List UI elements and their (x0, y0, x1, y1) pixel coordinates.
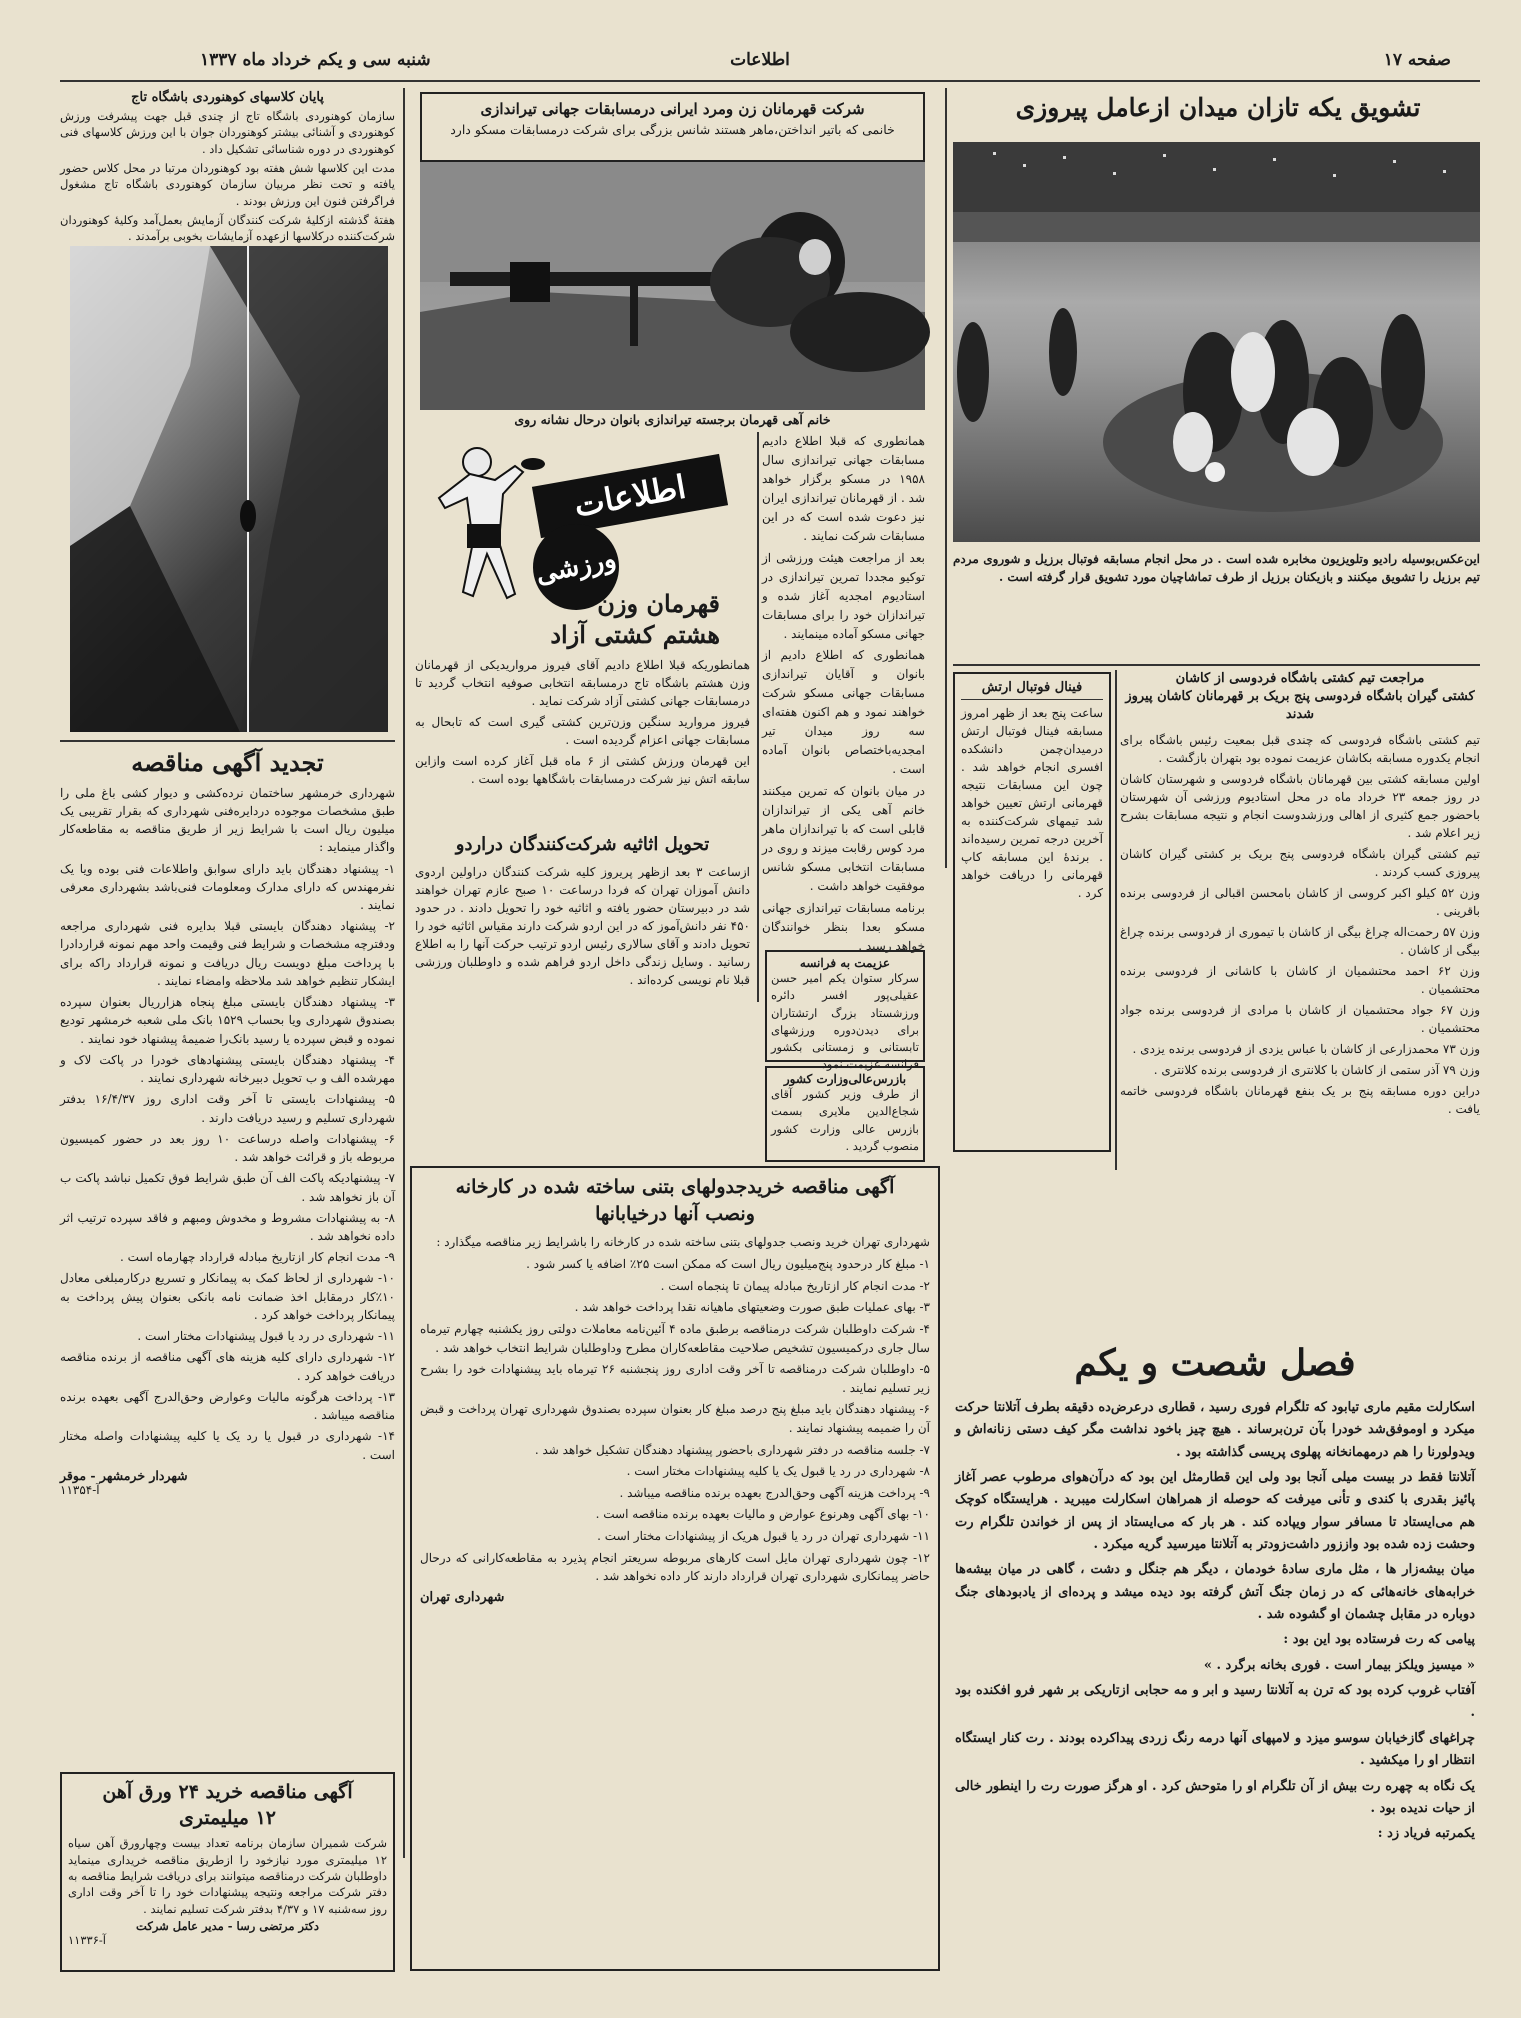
shooting-subhead: خانمی که باتیر انداختن‌،ماهر هستند شانس بزرگی برای شرکت درمسابقات مسکو دارد (450, 121, 895, 137)
iron-sheets-ad (60, 1772, 395, 1972)
army-football-title: فینال فوتبال ارتش (961, 680, 1103, 700)
novel-paragraph: پیامی که رت فرستاده بود این بود : (1283, 1632, 1475, 1648)
furniture-body: ازساعت ۳ بعد ازظهر پریروز کلیه شرکت کنندگان دراولین اردوی دانش آموزان تهران که فردا درساعت ۱۰ صبح عازم تهران خواهند شد در دبیرستان حضور یافته و اثاثیه خود را تحویل دادند . در حدود ۴۵۰ نفر دانش‌آموز که در این اردو شرکت دارند مقیاس اثاثیه خود را تحویل دادند و آقای سالاری رئیس اردو ترتیب حرکت آنها را به اطلاع رسانید . وسایل زندگی داخل اردو فراهم شده و داوطلبان ورزشی قبلا نام نویسی کرده‌اند . (415, 865, 750, 988)
section-rule (953, 664, 1480, 666)
mountaineering-photo (70, 246, 388, 732)
football-headline: تشویق یکه تازان میدان ازعامل پیروزی (1015, 93, 1421, 122)
travel-box (765, 950, 925, 1072)
cliff-scene (70, 246, 388, 732)
mountaineering-paragraph: سازمان کوهنوردی باشگاه تاج از چندی قبل جهت پیشرفت ورزش کوهنوردی و آشنائی بیشتر کوهنوردان جوان با این ورزش کلاسهای فنی کوهنوردی در دوره شناسائی تشکیل داد . (60, 109, 395, 156)
pipes-tender-item: ۱۰- بهای آگهی وهرنوع عوارض و مالیات بعهده برنده مناقصه است . (595, 1507, 930, 1522)
tender-clause: ۶- پیشنهادات واصله درساعت ۱۰ روز بعد در حضور کمیسیون مربوطه باز و قرائت خواهد شد . (60, 1131, 395, 1165)
logo-text-main: اطلاعات (571, 467, 689, 525)
shooting-headline: شرکت قهرمانان زن ومرد ایرانی درمسابقات جهانی تیراندازی (480, 100, 865, 118)
shooting-paragraph: همانطوری که اطلاع دادیم از بانوان و آقایان تیراندازی مسابقات جهانی مسکو شرکت خواهند نمود و هم اکنون هفته‌ای سه روز میدان تیر امجدیه‌باختصاص بانوان آماده است . (762, 648, 925, 777)
novel-paragraph: یک نگاه به چهره رت بیش از آن تلگرام او را متوحش کرد . او هرگز صورت رت را اینطور خالی از حیات ندیده بود . (955, 1778, 1475, 1816)
masthead-rule (60, 80, 1480, 82)
shooter-figure (420, 162, 925, 410)
novel-paragraph: یکمرتبه فریاد زد : (1377, 1826, 1475, 1842)
pipes-tender-item: ۶- پیشنهاد دهندگان باید مبلغ پنج درصد مبلغ کار بعنوان سپرده بصندوق شهرداری تهران پرداخت و قبض آن را ضمیمه پیشنهاد نمایند . (420, 1402, 930, 1435)
wrestling-paragraph: فیروز مروارید سنگین وزن‌ترین کشتی گیری است که تابحال به مسابقات جهانی اعزام گردیده است . (415, 715, 750, 748)
travel-title: عزیمت به فرانسه (799, 956, 891, 970)
tender-clause: ۱۳- پرداخت هرگونه مالیات وعوارض وحق‌الدرج آگهی بعهده برنده مناقصه میباشد . (60, 1389, 395, 1423)
ministry-title: بازرس‌عالی‌وزارت کشور (783, 1072, 907, 1086)
pipes-tender-title-2: ونصب آنها درخیابانها (595, 1202, 755, 1225)
wrestling-title-2: هشتم کشتی آزاد (550, 620, 720, 650)
travel-body: سرکار ستوان یکم امیر حسن عقیلی‌پور افسر دائره ورزشستاد بزرگ ارتشتاران برای دیدن‌دوره ورزشهای تابستانی و زمستانی بکشور فرانسه عزیمت نمود . (771, 971, 919, 1072)
kashan-paragraph: دراین دوره مسابقه پنج بر یک بنفع قهرمانان باشگاه فردوسی خاتمه یافت . (1120, 1083, 1480, 1116)
tender-renewal-code: آ-۱۱۳۵۴ (60, 1482, 100, 1497)
kashan-paragraph: وزن ۷۳ محمدزارعی از کاشان با عباس یزدی از فردوسی برنده یزدی . (1132, 1041, 1480, 1056)
pipes-tender-intro: شهرداری تهران خرید ونصب جدولهای بتنی ساخته شده در کارخانه را باشرایط زیر مناقصه میگذارد : (436, 1235, 930, 1250)
newspaper-name: اطلاعات (730, 50, 790, 70)
shooting-paragraph: در میان بانوان که تمرین میکنند خانم آهی یکی از تیراندازان قابلی است که با تیراندازان ماهر مرد کوس رقابت میزند و روی در مسابقات انتخابی مسکو شانس موفقیت خواهد داشت . (762, 784, 925, 893)
tender-clause: ۹- مدت انجام کار ازتاریخ مبادله قرارداد چهارماه است . (120, 1250, 395, 1265)
wrestling-article (415, 588, 750, 818)
logo-text-sports: ورزشی (533, 543, 619, 591)
wrestling-title-1: قهرمان وزن (597, 589, 720, 618)
football-caption: این‌عکس‌بوسیله رادیو وتلویزیون مخابره شده است . در محل انجام مسابقه فوتبال برزیل و شوروی مردم تیم برزیل را تشویق میکنند و بازیکنان برزیل از طرف تماشاچیان مورد تشویق قرار گرفته است . (953, 552, 1480, 584)
shooting-header-box (420, 92, 925, 162)
army-football-body: ساعت پنج بعد از ظهر امروز مسابقه فینال فوتبال ارتش درمیدان‌چمن دانشکده افسری انجام خواهد شد . چون این مسابقات نتیجه قهرمانی ارتش تعیین خواهد شد تیمهای شرکت‌کننده به آخرین درجه تمرین رسیده‌اند . برندهٔ این مسابقه کاپ قهرمانی را دریافت خواهد کرد . (961, 706, 1103, 900)
mountaineering-article (60, 90, 395, 244)
tender-renewal-signature: شهردار خرمشهر - موقر (60, 1467, 188, 1483)
issue-date: شنبه سی و یکم خرداد ماه ۱۳۳۷ (200, 50, 431, 70)
pipes-tender-item: ۹- پرداخت هزینه آگهی وحق‌الدرج بعهده برنده مناقصه میباشد . (619, 1485, 930, 1500)
kashan-paragraph: وزن ۵۷ رحمت‌اله چراغ بیگی از کاشان با تیموری از فردوسی برنده چراغ بیگی از کاشان . (1120, 924, 1481, 957)
tender-clause: ۳- پیشنهاد دهندگان بایستی مبلغ پنجاه هزارریال بعنوان سپرده بصندوق شهرداری ویا بحساب ۱۵۲۹ بانک ملی شعبه خرمشهر تودیع نموده و قبض سپرده یا رسید بانک‌را ضمیمهٔ پیشنهاد خود نمایند . (60, 995, 395, 1046)
furniture-article (415, 832, 750, 1162)
ministry-body: از طرف وزیر کشور آقای شجاع‌الدین ملایری بسمت بازرس عالی وزارت کشور منصوب گردید . (771, 1087, 919, 1153)
kashan-paragraph: وزن ۷۹ آذر ستمی از کاشان با کلانتری از فردوسی برنده کلانتری . (1153, 1062, 1480, 1077)
kashan-paragraph: اولین مسابقه کشتی بین قهرمانان باشگاه فردوسی و شهرستان کاشان در روز جمعه ۲۳ خرداد ماه در محل استادیوم ورزشی آن شهرستان باحضور جمع کثیری از اهالی ورزشدوست انجام و نتیجه مسابقات بشرح زیر اعلام شد . (1120, 771, 1481, 840)
pipes-tender-title-1: آگهی مناقصه خریدجدولهای بتنی ساخته شده در کارخانه (455, 1176, 895, 1198)
shooting-photo (420, 162, 925, 410)
tender-clause: ۱۱- شهرداری در رد یا قبول پیشنهادات مختار است . (137, 1329, 395, 1344)
pipes-tender-item: ۱۱- شهرداری تهران در رد یا قبول هریک از پیشنهادات مختار است . (597, 1528, 930, 1543)
tender-clause: شهرداری خرمشهر ساختمان نرده‌کشی و دیوار کشی باغ ملی را طبق مشخصات موجوده دردایره‌فنی شهرداری که بقرار تقریبی یک میلیون ریال است با شرایط زیر از طریق مناقصه به مقاطعه‌کار واگذار مینماید : (60, 785, 395, 855)
tender-clause: ۱۰- شهرداری از لحاظ کمک به پیمانکار و تسریع درکارمبلغی معادل ۱۰٪کار درمقابل اخذ ضمانت نامه بانکی بعنوان پیش پرداخت به پیمانکار پرداخت خواهد کرد . (60, 1271, 395, 1322)
shooting-paragraph: همانطوری که قبلا اطلاع دادیم مسابقات جهانی تیراندازی سال ۱۹۵۸ در مسکو برگزار خواهد شد . از قهرمانان تیراندازی ایران نیز دعوت شده است که در این مسابقات شرکت نمایند . (762, 434, 925, 543)
kashan-paragraph: تیم کشتی گیران باشگاه فردوسی پنج بریک بر کشتی گیران کاشان پیروزی کسب کردند . (1120, 846, 1480, 879)
column-divider (1115, 670, 1117, 1170)
pipes-tender-item: ۱۲- چون شهرداری تهران مایل است کارهای مربوطه سریعتر انجام پذیرد به مقاطعه‌کارانی که درحال حاضر پیمانکاری شهرداری تهران قرارداد دارند کار داده نخواهد شد . (420, 1550, 930, 1584)
pipes-tender-item: ۸- شهرداری در رد یا قبول یک یا کلیه پیشنهادات مختار است . (626, 1464, 930, 1479)
page-number: صفحه ۱۷ (1383, 50, 1451, 70)
kashan-subtitle: کشتی گیران باشگاه فردوسی پنج بریک بر قهرمانان کاشان پیروز شدند (1125, 689, 1475, 723)
iron-sheets-title-2: ۱۲ میلیمتری (178, 1806, 277, 1829)
wrestling-paragraph: این قهرمان ورزش کشتی از ۶ ماه قبل آغاز کرده است وازاین سابقه اتش نیز شرکت درمسابقات باشگاهها بوده است . (415, 754, 750, 787)
tender-clause: ۲- پیشنهاد دهندگان بایستی قبلا بدایره فنی شهرداری مراجعه ودفترچه مشخصات و شرایط فنی وقیمت واحد مهم نمونه قراردادرا با پرداخت مبلغ دویست ریال دریافت و نمونه قرارداد راکه برای ایشکار تنظیم خواهد شد ملاحظه وامضاء نمایند . (60, 919, 395, 988)
mountaineering-title: پایان کلاسهای کوهنوردی باشگاه تاج (131, 90, 324, 105)
kashan-paragraph: تیم کشتی باشگاه فردوسی که چندی قبل بمعیت رئیس باشگاه برای انجام یکدوره مسابقه بکاشان عزیمت نموده بود بتهران بازگشت . (1120, 732, 1480, 765)
pipes-tender-item: ۲- مدت انجام کار ازتاریخ مبادله پیمان تا پنجماه است . (660, 1278, 930, 1293)
tender-clause: ۱- پیشنهاد دهندگان باید دارای سوابق واطلاعات فنی بوده ویا یک نفرمهندس که دارای مدارک ومعلومات فنی‌باشد بشهرداری معرفی نمایند . (60, 861, 395, 912)
tender-clause: ۸- به پیشنهادات مشروط و مخدوش ومبهم و فاقد سپرده ترتیب اثر داده نخواهد شد . (60, 1210, 395, 1243)
column-divider (403, 88, 405, 1858)
pipes-tender-ad (410, 1166, 940, 1971)
tender-renewal-ad (60, 746, 395, 1736)
novel-paragraph: آفتاب غروب کرده بود که ترن به آتلانتا رسید و ابر و مه حجابی ازتاریکی بر شهر فرو افکنده بود . (955, 1683, 1475, 1721)
kashan-paragraph: وزن ۶۲ احمد محتشمیان از کاشان با کاشانی از فردوسی برنده محتشمیان . (1120, 963, 1481, 996)
novel-chapter-title: فصل شصت و یکم (1074, 1342, 1356, 1384)
football-photo (953, 142, 1480, 542)
novel-paragraph: میان بیشه‌زار ها ، مثل ماری سادهٔ خودمان ، دیگر هم جنگل و دشت ، گاهی در میان بیشه‌ها خرابه‌های خانه‌هائی که در زمان جنگ آتش گرفته بود دیده میشد و پرده‌ای از یادبودهای جنگ دوباره در مقابل چشمان او گشوده شد . (955, 1562, 1475, 1623)
wrestling-paragraph: همانطوریکه قبلا اطلاع دادیم آقای فیروز مرواریدیکی از قهرمانان وزن هشتم باشگاه تاج درمسابقه انتخابی صوفیه انتخاب گردید تا درمسابقات جهانی کشتی آزاد شرکت نماید . (415, 658, 750, 709)
ministry-box (765, 1066, 925, 1162)
tender-clause: ۴- پیشنهاد دهندگان بایستی پیشنهادهای خودرا در پاکت لاک و مهرشده الف و ب تحویل دبیرخانه شهرداری نمایند . (60, 1052, 395, 1086)
novel-chapter (955, 1340, 1475, 1980)
column-divider (757, 432, 759, 1002)
tender-clause: ۱۴- شهرداری در قبول یا رد یک یا کلیه پیشنهادات واصله مختار است . (60, 1429, 395, 1462)
pipes-tender-signature: شهرداری تهران (420, 1589, 505, 1605)
shooting-paragraph: بعد از مراجعت هیئت ورزشی از توکیو مجددا تمرین تیراندازی در استادیوم امجدیه آغاز شده و تیراندازان خود را برای مسابقات جهانی مسکو آماده مینمایند . (762, 550, 925, 641)
novel-paragraph: آتلانتا فقط در بیست میلی آنجا بود ولی این قطارمثل این بود که درآن‌هوای مرطوب عصر آغاز پائیز بقدری با کندی و تأنی میرفت که حوصله از همراهان اسکارلت میبرید . هرایستگاه کوچک هم می‌ایستاد تا مسافر سوار ویپاده کند . هر بار که می‌ایستاد از پس از خواندن تلگرام رت وحشت زده شده بود واززور داشت‌زودتر به آتلانتا میرسید گریه میکرد . (955, 1469, 1475, 1552)
tender-clause: ۱۲- شهرداری دارای کلیه هزینه های آگهی مناقصه از برنده مناقصه دریافت خواهد کرد . (60, 1350, 395, 1383)
football-scene (953, 142, 1480, 542)
pipes-tender-item: ۱- مبلغ کار درحدود پنج‌میلیون ریال است که ممکن است ۲۵٪ اضافه یا کسر شود . (526, 1257, 930, 1272)
novel-paragraph: چراغهای گازخیابان سوسو میزد و لامپهای آنها درمه رنگ زردی پیداکرده بودند . رت کنار ایستگاه انتظار او را میکشید . (955, 1730, 1475, 1769)
army-football-box (953, 672, 1111, 1152)
iron-sheets-code: آ-۱۱۳۳۶ (68, 1932, 106, 1947)
pipes-tender-item: ۵- داوطلبان شرکت درمناقصه تا آخر وقت اداری روز پنجشنبه ۲۶ تیرماه باید پیشنهادات خود را بشرح زیر تسلیم نمایند . (420, 1362, 930, 1395)
kashan-title: مراجعت تیم کشتی باشگاه فردوسی از کاشان (1175, 671, 1425, 686)
pipes-tender-item: ۴- شرکت داوطلبان شرکت درمناقصه برطبق ماده ۴ آئین‌نامه معاملات دولتی روز یکشنبه چهارم تیرماه سال جاری درکمیسیون تشخیص صلاحیت مقاطعه‌کاران مطرح وداوطلبان شرایط انتخاب خواهد شد . (420, 1321, 930, 1355)
mountaineering-paragraph: هفتهٔ گذشته ازکلیهٔ شرکت کنندگان آزمایش بعمل‌آمد وکلیهٔ کوهنوردان شرکت‌کننده درکلاسها ازعهده آزمایشات بخوبی برآمدند . (60, 212, 395, 244)
tender-clause: ۵- پیشنهادات بایستی تا آخر وقت اداری روز ۱۶/۴/۳۷ بدفتر شهرداری تسلیم و رسید دریافت دارند . (60, 1092, 395, 1125)
iron-sheets-title-1: آگهی مناقصه خرید ۲۴ ورق آهن (102, 1781, 353, 1803)
iron-sheets-body: شرکت شمیران سازمان برنامه تعداد بیست وچهارورق آهن سیاه ۱۲ میلیمتری مورد نیازخود را ازطریق مناقصه خریداری مینماید داوطلبان شرکت درمناقصه میتوانند برای دریافت شرایط مناقصه به دفتر شرکت مراجعه ونتیجه پیشنهادات خود را تا آخر وقت اداری روز سه‌شنبه ۱۷ و ۴/۳۷ بدفتر شرکت تسلیم نمایند . (68, 1836, 387, 1916)
tender-clause: ۷- پیشنهادیکه پاکت الف آن طبق شرایط فوق تکمیل نباشد پاکت ب آن باز نخواهد شد . (60, 1171, 395, 1204)
shooting-caption: خانم آهی قهرمان برجسته تیراندازی بانوان درحال نشانه روی (514, 412, 831, 427)
column-divider (945, 88, 947, 868)
iron-sheets-signature: دکتر مرتضی رسا - مدیر عامل شرکت (136, 1918, 319, 1933)
novel-paragraph: « میسیز ویلکز بیمار است . فوری بخانه برگرد . » (1203, 1657, 1475, 1673)
furniture-title: تحویل اثاثیه شرکت‌کنندگان دراردو (455, 834, 710, 855)
kashan-paragraph: وزن ۵۲ کیلو اکبر کروسی از کاشان بامحسن اقبالی از فردوسی برنده باقرینی . (1120, 885, 1480, 918)
novel-paragraph: اسکارلت مقیم ماری تیابود که تلگرام فوری رسید ، قطاری درعرض‌ده دقیقه بطرف آتلانتا حرکت میکرد و اوموفق‌شد خودرا بآن ترن‌برساند . هیچ چیز باخود نداشت مگر کیف دستی زنانه‌اش و ویدولورنا را هم درمهمانخانه پهلوی پریسی گذاشته بود . (955, 1399, 1475, 1460)
section-rule (60, 740, 395, 742)
tender-renewal-title: تجدید آگهی مناقصه (131, 748, 324, 777)
shooting-paragraph: برنامه مسابقات تیراندازی جهانی مسکو بعدا بنظر خوانندگان خواهد رسید . (762, 900, 925, 953)
mountaineering-paragraph: مدت این کلاسها شش هفته بود کوهنوردان مرتبا در محل کلاس حضور یافته و تحت نظر مربیان سازمان کوهنوردی باشگاه تاج مشغول فراگرفتن فنون این ورزش بودند . (60, 160, 395, 208)
kashan-paragraph: وزن ۶۷ جواد محتشمیان از کاشان با مرادی از فردوسی برنده جواد محتشمیان . (1120, 1002, 1480, 1035)
pipes-tender-item: ۳- بهای عملیات طبق صورت وضعیتهای ماهیانه نقدا پرداخت خواهد شد . (574, 1300, 930, 1315)
pipes-tender-item: ۷- جلسه مناقصه در دفتر شهرداری باحضور پیشنهاد دهندگان تشکیل خواهد شد . (534, 1442, 930, 1457)
